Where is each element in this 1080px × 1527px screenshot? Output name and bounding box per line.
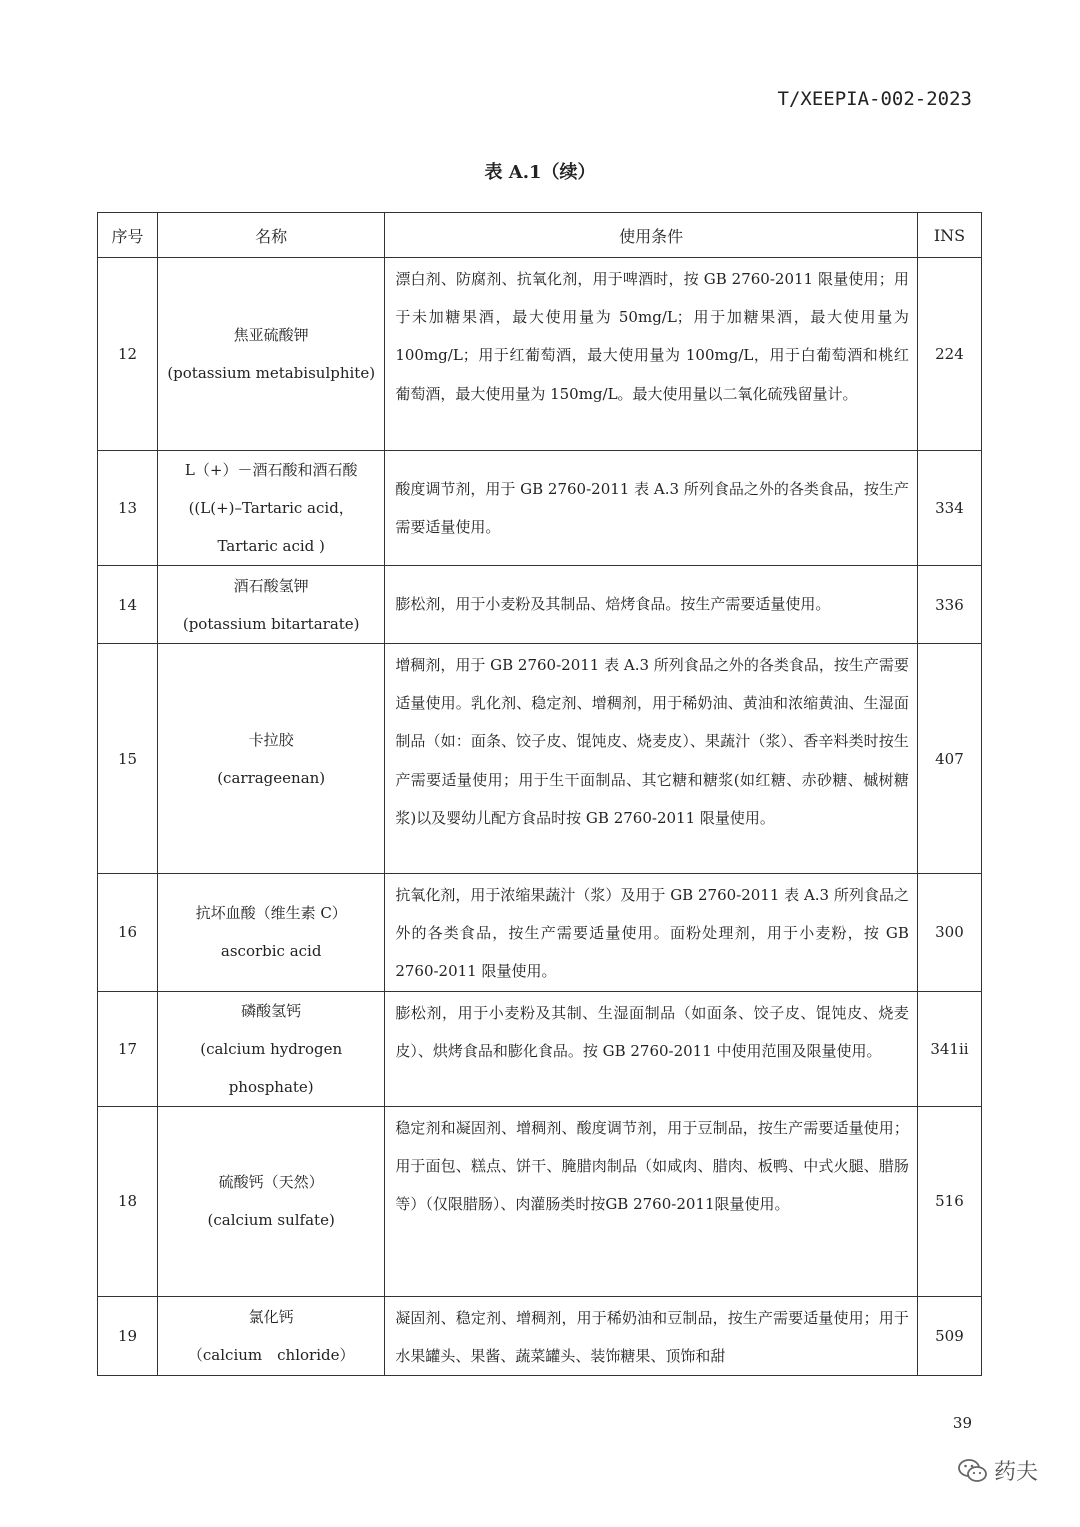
name-english: （calcium chloride）	[187, 1345, 355, 1364]
name-chinese: 卡拉胶	[248, 730, 294, 749]
ins-number: 516	[917, 1106, 981, 1296]
usage-conditions: 增稠剂，用于 GB 2760-2011 表 A.3 所列食品之外的各类食品，按生产需要适量使用。乳化剂、稳定剂、增稠剂，用于稀奶油、黄油和浓缩黄油、生湿面制品（如：面条、饺子皮、馄饨皮、烧麦皮）、果蔬汁（浆）、香辛料类时按生产需要适量使用；用于生干面制品、其它糖和糖浆(如红糖、赤砂糖、槭树糖浆)以及婴幼儿配方食品时按 GB 2760-2011 限量使用。	[385, 644, 918, 874]
document-code: T/XEEPIA-002-2023	[777, 88, 972, 110]
table-row	[98, 874, 982, 992]
page-number: 39	[952, 1414, 972, 1432]
usage-conditions: 酸度调节剂，用于 GB 2760-2011 表 A.3 所列食品之外的各类食品，按生产需要适量使用。	[385, 451, 918, 566]
name-chinese: 氯化钙	[248, 1307, 294, 1326]
additive-name	[158, 258, 385, 451]
row-number: 14	[98, 566, 158, 644]
wechat-icon	[958, 1458, 988, 1484]
row-number: 12	[98, 258, 158, 451]
name-english-continued: phosphate)	[228, 1077, 314, 1096]
name-chinese: L（+）－酒石酸和酒石酸	[184, 461, 358, 479]
row-number: 18	[98, 1106, 158, 1296]
additive-name	[158, 451, 385, 566]
table-row	[98, 644, 982, 874]
row-number: 13	[98, 451, 158, 566]
row-number: 17	[98, 991, 158, 1106]
name-english: (calcium hydrogen	[200, 1039, 343, 1058]
name-english: (potassium metabisulphite)	[167, 364, 376, 382]
usage-conditions: 漂白剂、防腐剂、抗氧化剂，用于啤酒时，按 GB 2760-2011 限量使用；用于未加糖果酒，最大使用量为 50mg/L；用于加糖果酒，最大使用量为 100mg/L；用于红葡萄酒，最大使用量为 100mg/L，用于白葡萄酒和桃红葡萄酒，最大使用量为 150mg/L。最大使用量以二氧化硫残留量计。	[385, 258, 918, 451]
ins-number: 341ii	[917, 991, 981, 1106]
row-number: 16	[98, 874, 158, 992]
ins-number: 334	[917, 451, 981, 566]
name-chinese: 硫酸钙（天然）	[218, 1173, 324, 1192]
name-english: (carrageenan)	[217, 768, 326, 787]
name-english: ((L(+)–Tartaric acid，	[188, 499, 354, 517]
name-chinese: 磷酸氢钙	[241, 1001, 302, 1020]
header-conditions: 使用条件	[385, 213, 918, 258]
row-number: 19	[98, 1296, 158, 1375]
table-row	[98, 1296, 982, 1375]
usage-conditions: 膨松剂，用于小麦粉及其制、生湿面制品（如面条、饺子皮、馄饨皮、烧麦皮）、烘烤食品和膨化食品。按 GB 2760-2011 中使用范围及限量使用。	[385, 991, 918, 1106]
table-row	[98, 258, 982, 451]
header-no: 序号	[98, 213, 158, 258]
table-row	[98, 566, 982, 644]
table-header-row	[98, 213, 982, 258]
additive-name	[158, 991, 385, 1106]
name-english-continued: Tartaric acid )	[217, 537, 325, 555]
ins-number: 300	[917, 874, 981, 992]
table-row	[98, 1106, 982, 1296]
row-number: 15	[98, 644, 158, 874]
header-name: 名称	[158, 213, 385, 258]
name-english: ascorbic acid	[220, 942, 322, 961]
usage-conditions: 凝固剂、稳定剂、增稠剂，用于稀奶油和豆制品，按生产需要适量使用；用于水果罐头、果酱、蔬菜罐头、装饰糖果、顶饰和甜	[385, 1296, 918, 1375]
usage-conditions: 稳定剂和凝固剂、增稠剂、酸度调节剂，用于豆制品，按生产需要适量使用；用于面包、糕点、饼干、腌腊肉制品（如咸肉、腊肉、板鸭、中式火腿、腊肠等）（仅限腊肠）、肉灌肠类时按GB 2760-2011限量使用。	[385, 1106, 918, 1296]
watermark	[958, 1455, 1038, 1486]
ins-number: 407	[917, 644, 981, 874]
ins-number: 336	[917, 566, 981, 644]
name-english: (potassium bitartarate)	[182, 614, 360, 633]
usage-conditions: 膨松剂，用于小麦粉及其制品、焙烤食品。按生产需要适量使用。	[385, 566, 918, 644]
watermark-text: 药夫	[994, 1460, 1039, 1485]
usage-conditions: 抗氧化剂，用于浓缩果蔬汁（浆）及用于 GB 2760-2011 表 A.3 所列食品之外的各类食品，按生产需要适量使用。面粉处理剂，用于小麦粉，按 GB 2760-2011 限量使用。	[385, 874, 918, 992]
additive-name	[158, 644, 385, 874]
ins-number: 509	[917, 1296, 981, 1375]
table-row	[98, 991, 982, 1106]
name-english: (calcium sulfate)	[207, 1211, 335, 1230]
name-chinese: 焦亚硫酸钾	[233, 326, 309, 344]
name-chinese: 酒石酸氢钾	[233, 576, 309, 595]
name-chinese: 抗坏血酸（维生素 C）	[195, 904, 347, 923]
additive-table	[97, 212, 982, 1376]
additive-name	[158, 1296, 385, 1375]
additive-name	[158, 1106, 385, 1296]
additive-name	[158, 566, 385, 644]
table-title: 表 A.1（续）	[484, 162, 596, 183]
table-row	[98, 451, 982, 566]
header-ins: INS	[917, 213, 981, 258]
additive-name	[158, 874, 385, 992]
ins-number: 224	[917, 258, 981, 451]
